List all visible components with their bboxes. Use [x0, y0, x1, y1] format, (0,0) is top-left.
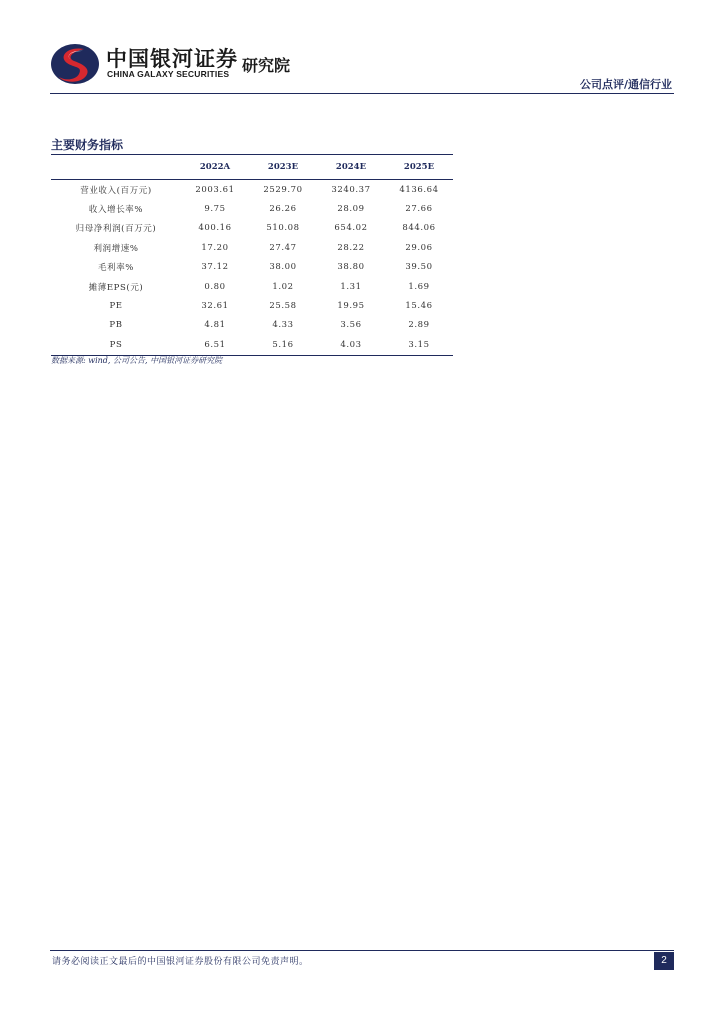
table-cell: 3.56 — [340, 320, 362, 331]
table-cell: 28.22 — [337, 242, 365, 253]
financial-indicators-table — [51, 154, 453, 356]
table-row — [51, 238, 453, 257]
row-label: PB — [109, 320, 123, 331]
table-cell: 15.46 — [405, 301, 433, 312]
row-label: PS — [51, 335, 181, 355]
table-cell: 25.58 — [269, 301, 297, 312]
logo-research-institute: 研究院 — [242, 56, 291, 75]
table-cell: 4.03 — [317, 335, 385, 355]
column-header: 2023E — [249, 155, 317, 180]
header-divider — [50, 93, 674, 94]
footer-divider — [50, 950, 674, 951]
row-label: 摊薄EPS(元) — [88, 282, 144, 293]
table-cell: 1.69 — [408, 281, 430, 292]
table-cell: 1.02 — [272, 281, 294, 292]
logo-english-name: CHINA GALAXY SECURITIES — [107, 69, 230, 79]
table-cell: 38.00 — [269, 262, 297, 273]
table-cell: 9.75 — [204, 204, 226, 215]
table-cell: 38.80 — [337, 262, 365, 273]
table-cell: 6.51 — [181, 335, 249, 355]
table-cell: 32.61 — [201, 301, 229, 312]
logo-chinese-name: 中国银河证券 — [106, 47, 238, 71]
table-row — [51, 219, 453, 238]
table-cell: 2.89 — [408, 320, 430, 331]
table-cell: 4136.64 — [399, 184, 439, 195]
table-cell: 39.50 — [405, 262, 433, 273]
row-label: 毛利率% — [98, 263, 134, 274]
footer-disclaimer: 请务必阅读正文最后的中国银河证券股份有限公司免责声明。 — [52, 957, 309, 967]
row-label: 归母净利润(百万元) — [75, 224, 157, 235]
table-cell: 2529.70 — [263, 184, 303, 195]
table-cell: 26.26 — [269, 204, 297, 215]
table-cell: 5.16 — [249, 335, 317, 355]
table-row — [51, 296, 453, 315]
column-header: 2022A — [181, 155, 249, 180]
section-title: 主要财务指标 — [51, 138, 124, 152]
table-cell: 4.81 — [204, 320, 226, 331]
data-source-note: 数据来源: wind, 公司公告, 中国银河证券研究院 — [51, 356, 223, 365]
row-label: 利润增速% — [93, 243, 139, 254]
page-header — [50, 40, 674, 94]
table-cell: 27.47 — [269, 242, 297, 253]
page-number: 2 — [654, 952, 674, 970]
table-row — [51, 199, 453, 218]
table-row — [51, 335, 453, 355]
table-cell: 654.02 — [334, 223, 368, 234]
table-cell: 400.16 — [198, 223, 232, 234]
row-label: 收入增长率% — [88, 205, 144, 216]
table-cell: 28.09 — [337, 204, 365, 215]
row-label: PE — [109, 301, 123, 312]
table-cell: 29.06 — [405, 242, 433, 253]
table-cell: 17.20 — [201, 242, 229, 253]
row-label: 营业收入(百万元) — [80, 185, 152, 196]
table-cell: 2003.61 — [195, 184, 235, 195]
column-header: 2025E — [385, 155, 453, 180]
table-cell: 0.80 — [204, 281, 226, 292]
table-cell: 27.66 — [405, 204, 433, 215]
column-header: 2024E — [317, 155, 385, 180]
table-cell: 510.08 — [266, 223, 300, 234]
table-cell: 1.31 — [340, 281, 362, 292]
table-row — [51, 277, 453, 296]
column-header — [51, 155, 181, 180]
table-cell: 3.15 — [385, 335, 453, 355]
table-cell: 37.12 — [201, 262, 229, 273]
table-cell: 844.06 — [402, 223, 436, 234]
china-galaxy-logo-icon — [50, 42, 100, 86]
table-row — [51, 180, 453, 200]
table-cell: 19.95 — [337, 301, 365, 312]
table-row — [51, 258, 453, 277]
table-header-row — [51, 155, 453, 180]
table-cell: 4.33 — [272, 320, 294, 331]
table-cell: 3240.37 — [331, 184, 371, 195]
table-row — [51, 316, 453, 335]
document-category: 公司点评/通信行业 — [579, 78, 672, 91]
